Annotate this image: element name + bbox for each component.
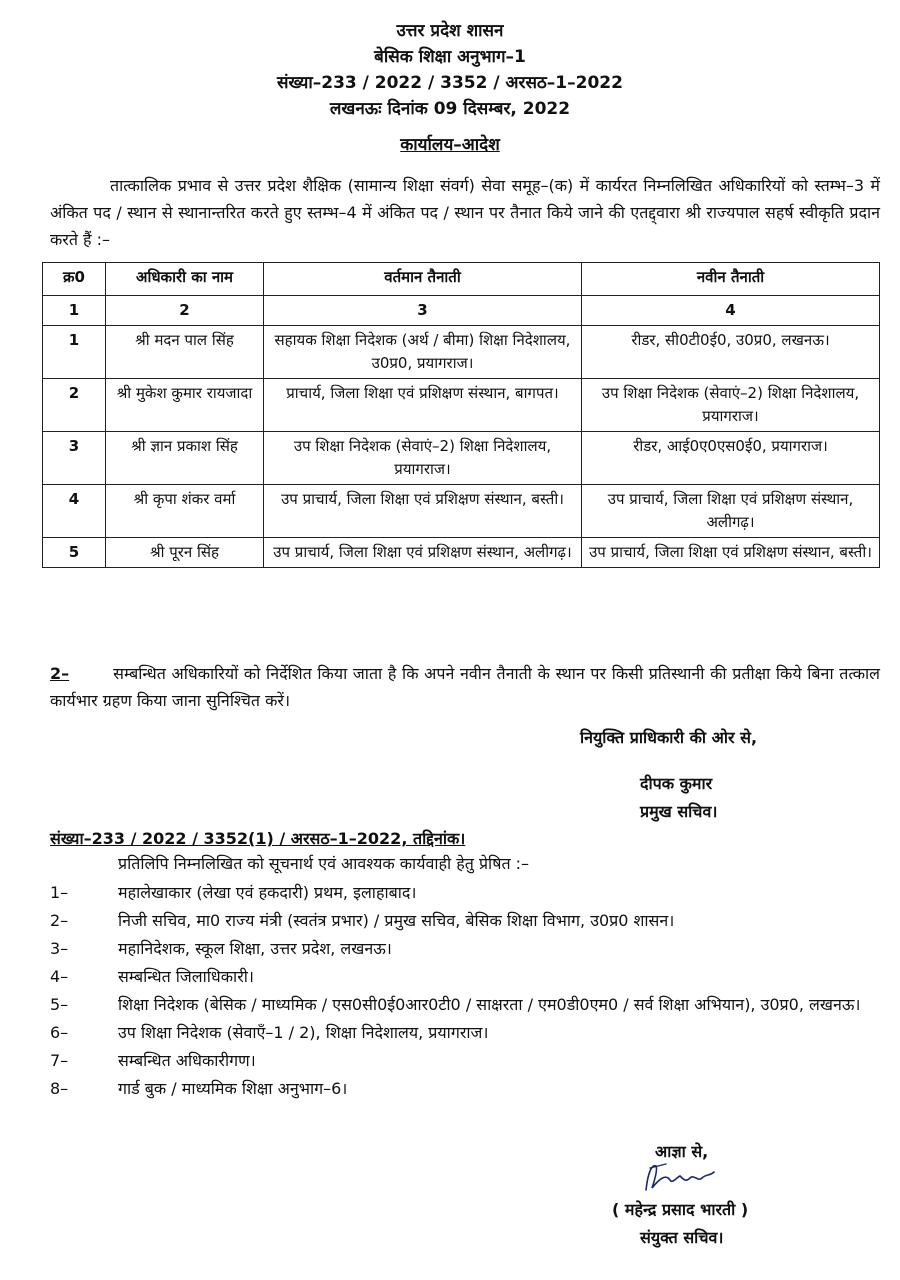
row-officer-name: श्री कृपा शंकर वर्मा: [106, 485, 264, 538]
table-row: [43, 379, 880, 432]
signatory-2-name: ( महेन्द्र प्रसाद भारती ): [612, 1200, 749, 1219]
item-number: 2–: [50, 911, 69, 930]
table-row: [43, 485, 880, 538]
item-number: 1–: [50, 883, 69, 902]
row-officer-name: श्री ज्ञान प्रकाश सिंह: [106, 432, 264, 485]
by-order-line: आज्ञा से,: [655, 1142, 709, 1161]
row-new-posting: रीडर, आई0ए0एस0ई0, प्रयागराज।: [582, 432, 880, 485]
row-current-posting: प्राचार्य, जिला शिक्षा एवं प्रशिक्षण संस्थान, बागपत।: [264, 379, 582, 432]
row-current-posting: सहायक शिक्षा निदेशक (अर्थ / बीमा) शिक्षा निदेशालय, उ0प्र0, प्रयागराज।: [264, 326, 582, 379]
order-paragraph-1: तात्कालिक प्रभाव से उत्तर प्रदेश शैक्षिक (सामान्य शिक्षा संवर्ग) सेवा समूह–(क) में कार्यरत निम्नलिखित अधिकारियों को स्तम्भ–3 में अंकित पद / स्थान से स्थानान्तरित करते हुए स्तम्भ–4 में अंकित पद / स्थान पर तैनात किये जाने की एतद्द्वारा श्री राज्यपाल सहर्ष स्वीकृति प्रदान करते हैं :–: [50, 176, 880, 249]
item-text: शिक्षा निदेशक (बेसिक / माध्यमिक / एस0सी0ई0आर0टी0 / साक्षरता / एम0डी0एम0 / सर्व शिक्षा अभियान), उ0प्र0, लखनऊ।: [118, 995, 861, 1014]
row-officer-name: श्री मुकेश कुमार रायजादा: [106, 379, 264, 432]
list-item: [50, 880, 880, 906]
list-item: [50, 964, 880, 990]
list-item: [50, 1048, 880, 1074]
row-serial: 1: [43, 326, 106, 379]
header-section: बेसिक शिक्षा अनुभाग–1: [374, 47, 526, 67]
table-column-number-row: [43, 296, 880, 326]
item-number: 5–: [50, 995, 69, 1014]
row-current-posting: उप प्राचार्य, जिला शिक्षा एवं प्रशिक्षण संस्थान, अलीगढ़।: [264, 538, 582, 568]
paragraph-number: 2–: [50, 664, 70, 683]
list-item: [50, 936, 880, 962]
on-behalf-line: नियुक्ति प्राधिकारी की ओर से,: [580, 728, 758, 747]
item-text: गार्ड बुक / माध्यमिक शिक्षा अनुभाग–6।: [118, 1079, 348, 1098]
order-paragraph-2: [50, 660, 880, 714]
item-text: सम्बन्धित जिलाधिकारी।: [118, 967, 254, 986]
row-new-posting: उप प्राचार्य, जिला शिक्षा एवं प्रशिक्षण संस्थान, बस्ती।: [582, 538, 880, 568]
row-new-posting: उप प्राचार्य, जिला शिक्षा एवं प्रशिक्षण संस्थान, अलीगढ़।: [582, 485, 880, 538]
signatory-2-designation: संयुक्त सचिव।: [640, 1228, 724, 1247]
row-current-posting: उप प्राचार्य, जिला शिक्षा एवं प्रशिक्षण संस्थान, बस्ती।: [264, 485, 582, 538]
item-number: 4–: [50, 967, 69, 986]
handwritten-signature: [640, 1160, 720, 1194]
list-item: [50, 1020, 880, 1046]
row-serial: 2: [43, 379, 106, 432]
copy-reference-number: संख्या–233 / 2022 / 3352(1) / अरसठ–1–2022, तद्दिनांक।: [50, 829, 466, 848]
copy-recipient-list: [50, 880, 880, 1104]
header-serial: क्र0: [43, 263, 106, 296]
item-number: 8–: [50, 1079, 69, 1098]
table-header-row: [43, 263, 880, 296]
column-number: 4: [582, 296, 880, 326]
transfer-table: [42, 262, 880, 568]
item-text: निजी सचिव, मा0 राज्य मंत्री (स्वतंत्र प्रभार) / प्रमुख सचिव, बेसिक शिक्षा विभाग, उ0प्र0 शासन।: [118, 911, 675, 930]
item-text: महालेखाकार (लेखा एवं हकदारी) प्रथम, इलाहाबाद।: [118, 883, 417, 902]
row-current-posting: उप शिक्षा निदेशक (सेवाएं–2) शिक्षा निदेशालय, प्रयागराज।: [264, 432, 582, 485]
item-number: 7–: [50, 1051, 69, 1070]
table-row: [43, 326, 880, 379]
order-title: कार्यालय–आदेश: [400, 135, 500, 155]
row-serial: 3: [43, 432, 106, 485]
row-new-posting: उप शिक्षा निदेशक (सेवाएं–2) शिक्षा निदेशालय, प्रयागराज।: [582, 379, 880, 432]
table-row: [43, 538, 880, 568]
item-number: 3–: [50, 939, 69, 958]
signatory-1-name: दीपक कुमार: [640, 774, 713, 793]
column-number: 1: [43, 296, 106, 326]
item-text: उप शिक्षा निदेशक (सेवाएँ–1 / 2), शिक्षा निदेशालय, प्रयागराज।: [118, 1023, 489, 1042]
row-serial: 4: [43, 485, 106, 538]
row-officer-name: श्री पूरन सिंह: [106, 538, 264, 568]
row-serial: 5: [43, 538, 106, 568]
header-officer-name: अधिकारी का नाम: [106, 263, 264, 296]
header-government: उत्तर प्रदेश शासन: [396, 21, 504, 41]
column-number: 3: [264, 296, 582, 326]
column-number: 2: [106, 296, 264, 326]
row-officer-name: श्री मदन पाल सिंह: [106, 326, 264, 379]
header-date: लखनऊः दिनांक 09 दिसम्बर, 2022: [329, 99, 571, 119]
signatory-1-designation: प्रमुख सचिव।: [640, 802, 718, 821]
list-item: [50, 908, 880, 934]
item-text: सम्बन्धित अधिकारीगण।: [118, 1051, 256, 1070]
header-new-posting: नवीन तैनाती: [582, 263, 880, 296]
header-current-posting: वर्तमान तैनाती: [264, 263, 582, 296]
paragraph-text: सम्बन्धित अधिकारियों को निर्देशित किया जाता है कि अपने नवीन तैनाती के स्थान पर किसी प्रतिस्थानी की प्रतीक्षा किये बिना तत्काल कार्यभार ग्रहण किया जाना सुनिश्चित करें।: [50, 664, 880, 710]
list-item: [50, 992, 880, 1018]
item-text: महानिदेशक, स्कूल शिक्षा, उत्तर प्रदेश, लखनऊ।: [118, 939, 392, 958]
list-item: [50, 1076, 880, 1102]
row-new-posting: रीडर, सी0टी0ई0, उ0प्र0, लखनऊ।: [582, 326, 880, 379]
copy-intro: प्रतिलिपि निम्नलिखित को सूचनार्थ एवं आवश्यक कार्यवाही हेतु प्रेषित :–: [118, 854, 530, 873]
header-reference-number: संख्या–233 / 2022 / 3352 / अरसठ–1–2022: [277, 73, 623, 93]
table-row: [43, 432, 880, 485]
signatory-1: [640, 770, 717, 826]
item-number: 6–: [50, 1023, 69, 1042]
